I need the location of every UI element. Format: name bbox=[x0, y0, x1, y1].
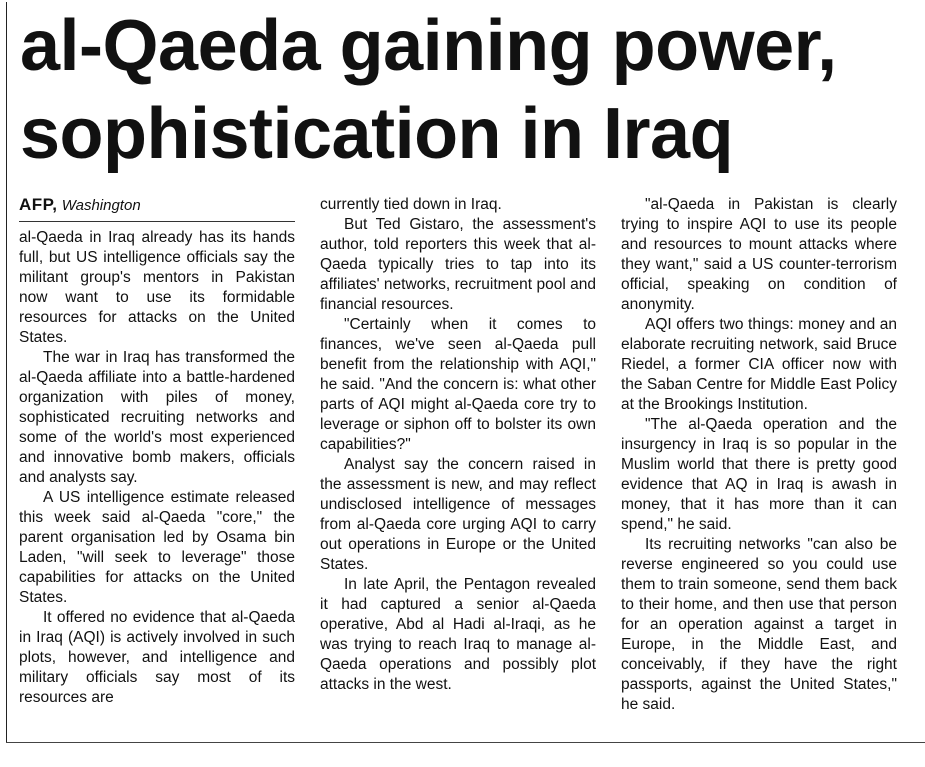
paragraph: Analyst say the concern raised in the assessment is new, and may reflect undisclosed intelligence of messages from al-Qaeda core urging AQI to carry out operations in Europe or the United States. bbox=[320, 456, 596, 573]
paragraph: "The al-Qaeda operation and the insurgency in Iraq is so popular in the Muslim world that there is pretty good evidence that AQ in Iraq is awash in money, that it has more than it can spend," he said. bbox=[621, 416, 897, 533]
article-column-1 bbox=[19, 195, 295, 708]
paragraph: The war in Iraq has transformed the al-Qaeda affiliate into a battle-hardened organization with piles of money, sophisticated recruiting networks and some of the world's most experienced and innovative bomb makers, officials and analysts say. bbox=[19, 349, 295, 486]
bottom-rule bbox=[6, 742, 925, 743]
paragraph: Its recruiting networks "can also be reverse engineered so you could use them to train someone, send them back to their home, and then use that person for an operation against a target in Europe, in the Middle East, and conceivably, if they have the right passports, against the United States," he said. bbox=[621, 536, 897, 713]
paragraph: al-Qaeda in Iraq already has its hands full, but US intelligence officials say the militant group's mentors in Pakistan now want to use its formidable resources for attacks on the United States. bbox=[19, 229, 295, 346]
article-column-3 bbox=[621, 195, 897, 715]
paragraph: currently tied down in Iraq. bbox=[320, 196, 502, 213]
paragraph: "Certainly when it comes to finances, we've seen al-Qaeda pull benefit from the relationship with AQI," he said. "And the concern is: what other parts of AQI might al-Qaeda core try to leverage or siphon off to bolster its own capabilities?" bbox=[320, 316, 596, 453]
paragraph: It offered no evidence that al-Qaeda in Iraq (AQI) is actively involved in such plots, however, and intelligence and military officials say most of its resources are bbox=[19, 609, 295, 706]
byline-place: Washington bbox=[61, 197, 141, 214]
paragraph: A US intelligence estimate released this week said al-Qaeda "core," the parent organisation led by Osama bin Laden, "will seek to leverage" those capabilities for attacks on the United States. bbox=[19, 489, 295, 606]
paragraph: "al-Qaeda in Pakistan is clearly trying to inspire AQI to use its people and resources to mount attacks where they want," said a US counter-terrorism official, speaking on condition of anonymity. bbox=[621, 196, 897, 313]
byline-agency: AFP, bbox=[19, 195, 58, 214]
paragraph: In late April, the Pentagon revealed it had captured a senior al-Qaeda operative, Abd al Hadi al-Iraqi, as he was trying to reach Iraq to manage al-Qaeda operations and possibly plot attacks in the west. bbox=[320, 576, 596, 693]
left-column-rule bbox=[6, 2, 7, 742]
byline bbox=[19, 195, 295, 222]
article-headline: al-Qaeda gaining power, sophistication in Iraq bbox=[20, 6, 837, 174]
article-column-2 bbox=[320, 195, 596, 695]
paragraph: AQI offers two things: money and an elaborate recruiting network, said Bruce Riedel, a former CIA officer now with the Saban Centre for Middle East Policy at the Brookings Institution. bbox=[621, 316, 897, 413]
paragraph: But Ted Gistaro, the assessment's author, told reporters this week that al-Qaeda typically tries to tap into its affiliates' networks, recruitment pool and financial resources. bbox=[320, 216, 596, 313]
